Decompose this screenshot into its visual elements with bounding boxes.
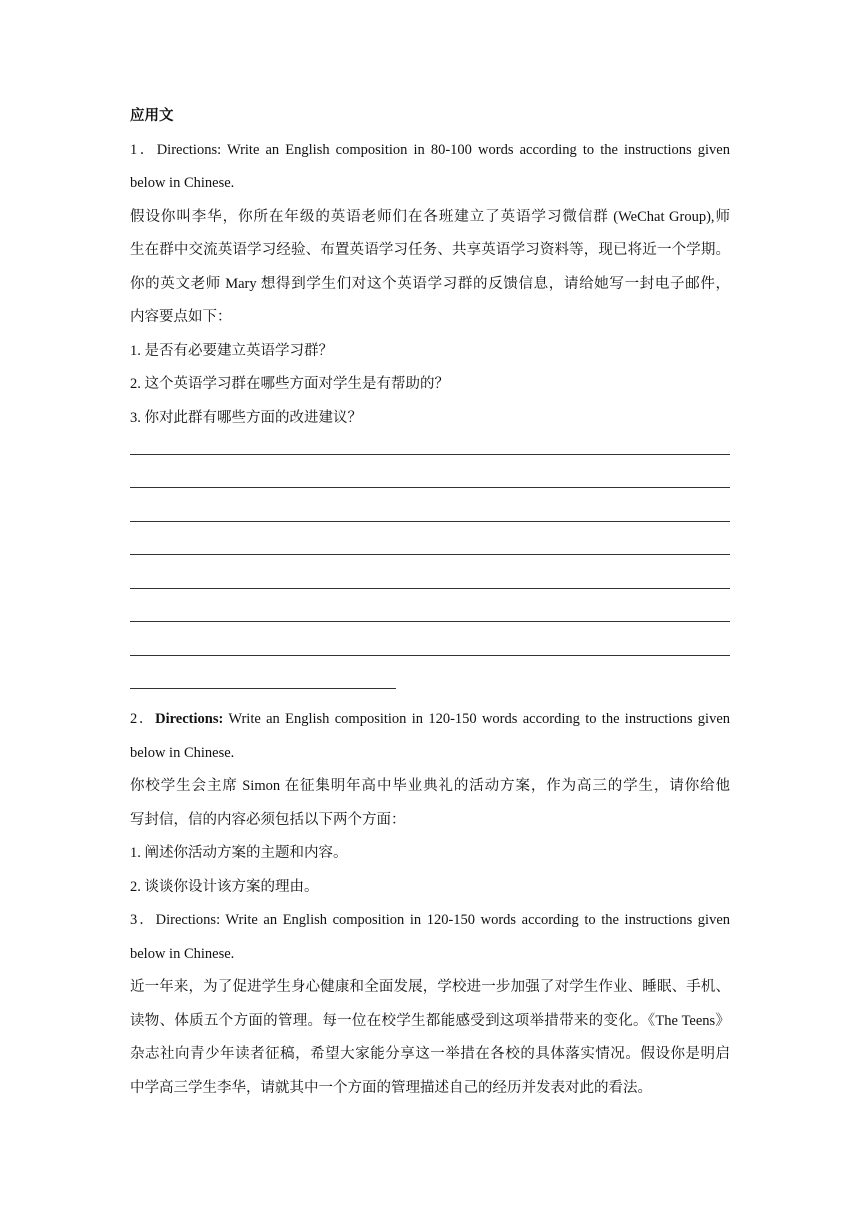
q2-point-2: 2. 谈谈你设计该方案的理由。 [130,878,319,895]
q3-prompt-line-4: 中学高三学生李华，请就其中一个方面的管理描述自己的经历并发表对此的看法。 [130,1079,652,1096]
answer-line[interactable] [130,435,730,469]
q2-directions-label: Directions: [155,711,224,727]
q1-directions-line-2: below in Chinese. [130,175,235,191]
section-title: 应用文 [130,108,174,124]
q2-directions-text: Write an English composition in 120-150 words according to the instructions given [223,711,731,727]
q2-prompt-line-1: 你校学生会主席 Simon 在征集明年高中毕业典礼的活动方案，作为高三的学生，请你给他 [130,778,730,794]
q1-prompt-line-4: 内容要点如下： [130,309,232,325]
q2-directions-line-1 [130,703,730,737]
q1-point-2: 2. 这个英语学习群在哪些方面对学生是有帮助的？ [130,376,449,392]
answer-line[interactable] [130,569,730,603]
answer-line-last[interactable] [130,670,730,704]
q1-prompt-line-3: 你的英文老师 Mary 想得到学生们对这个英语学习群的反馈信息，请给她写一封电子邮件， [130,275,730,292]
answer-line[interactable] [130,636,730,670]
answer-line[interactable] [130,536,730,570]
q2-number: 2． [130,711,156,727]
q3-prompt-line-3: 杂志社向青少年读者征稿，希望大家能分享这一举措在各校的具体落实情况。假设你是明启 [130,1046,730,1062]
q2-point-1: 1. 阐述你活动方案的主题和内容。 [130,845,348,861]
q3-directions-text: Directions: Write an English composition in 120-150 words according to the instructions given [155,912,731,928]
q1-directions-line-1 [130,134,730,168]
q3-prompt-line-2: 读物、体质五个方面的管理。每一位在校学生都能感受到这项举措带来的变化。《The Teens》 [130,1012,730,1029]
q3-prompt-line-1: 近一年来，为了促进学生身心健康和全面发展，学校进一步加强了对学生作业、睡眠、手机、 [130,979,730,995]
q3-directions-line-1 [130,904,730,938]
q1-prompt-line-2: 生在群中交流英语学习经验、布置英语学习任务、共享英语学习资料等，现已将近一个学期。 [130,242,730,258]
q1-prompt-line-1: 假设你叫李华，你所在年级的英语老师们在各班建立了英语学习微信群 (WeChat Group),师 [130,208,730,225]
q1-number: 1． [130,141,157,158]
q1-point-1: 1. 是否有必要建立英语学习群？ [130,342,333,359]
answer-line[interactable] [130,469,730,503]
q3-number: 3． [130,912,156,928]
q2-directions-line-2: below in Chinese. [130,744,235,761]
q1-directions-text: Directions: Write an English composition in 80-100 words according to the instructions given [156,141,730,158]
q1-point-3: 3. 你对此群有哪些方面的改进建议？ [130,409,362,426]
answer-line[interactable] [130,502,730,536]
document-page [130,100,730,1105]
answer-line[interactable] [130,603,730,637]
q3-directions-line-2: below in Chinese. [130,945,235,962]
q2-prompt-line-2: 写封信，信的内容必须包括以下两个方面： [130,811,406,828]
